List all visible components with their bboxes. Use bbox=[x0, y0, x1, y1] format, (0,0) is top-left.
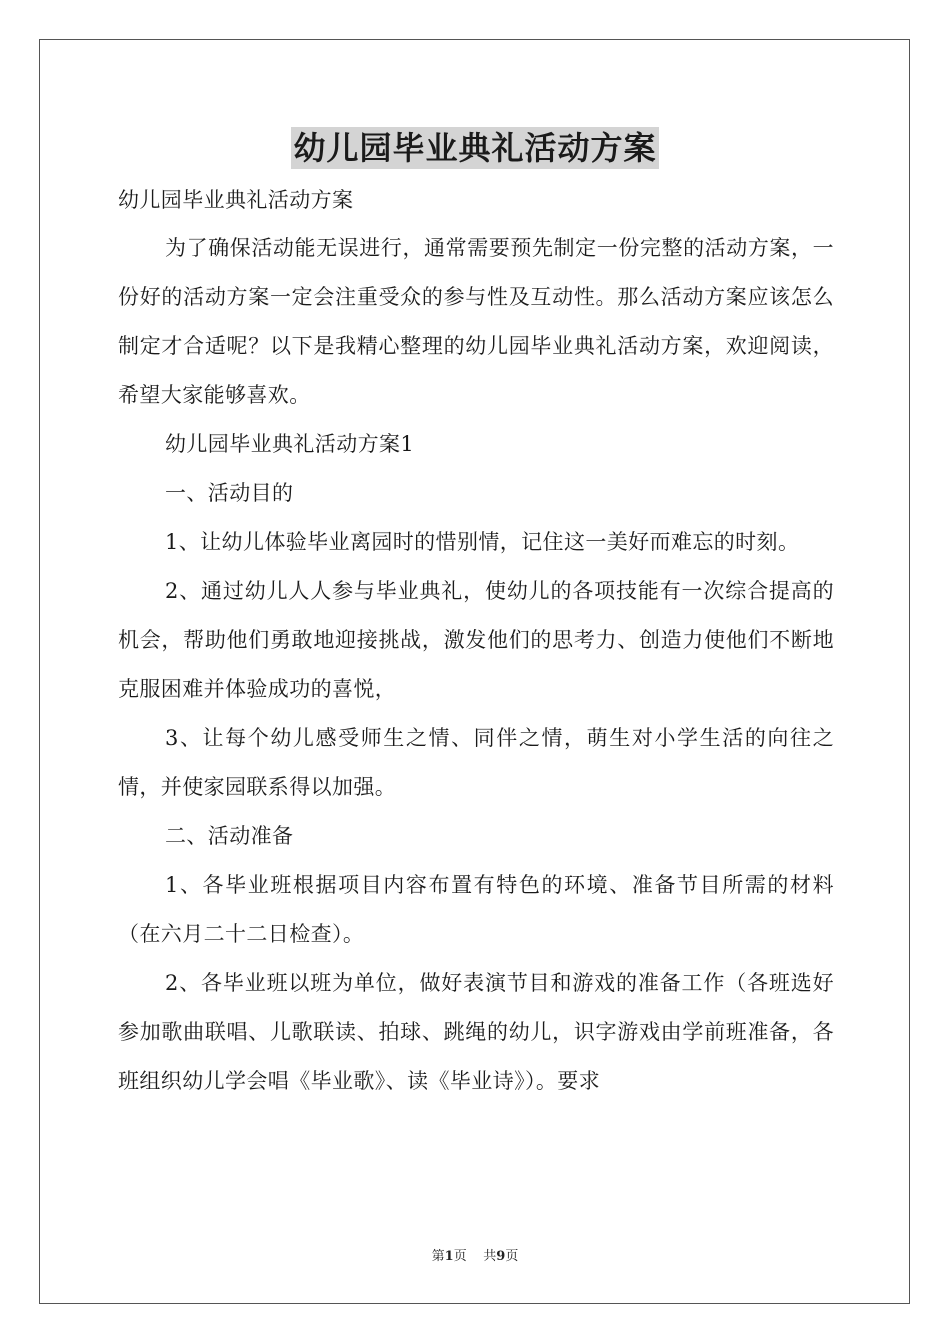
document-title: 幼儿园毕业典礼活动方案 bbox=[293, 129, 657, 167]
page-total: 9 bbox=[496, 1249, 506, 1264]
total-label-unit: 页 bbox=[505, 1249, 519, 1264]
page-label-prefix: 第 bbox=[431, 1249, 445, 1264]
section-heading: 二、活动准备 bbox=[165, 824, 294, 848]
body-paragraph: 2、通过幼儿人人参与毕业典礼，使幼儿的各项技能有一次综合提高的机会，帮助他们勇敢地迎接挑战，激发他们的思考力、创造力使他们不断地克服困难并体验成功的喜悦， bbox=[118, 579, 834, 701]
document-body bbox=[118, 178, 834, 1106]
total-label-prefix: 共 bbox=[483, 1249, 497, 1264]
document-subtitle: 幼儿园毕业典礼活动方案 bbox=[118, 188, 354, 212]
page-current: 1 bbox=[444, 1249, 454, 1264]
section-heading: 一、活动目的 bbox=[165, 481, 294, 505]
body-paragraph: 1、各毕业班根据项目内容布置有特色的环境、准备节目所需的材料（在六月二十二日检查）。 bbox=[118, 873, 834, 946]
page-footer bbox=[0, 1248, 950, 1266]
title-area bbox=[0, 127, 950, 169]
body-paragraph: 2、各毕业班以班为单位，做好表演节目和游戏的准备工作（各班选好参加歌曲联唱、儿歌联读、拍球、跳绳的幼儿，识字游戏由学前班准备，各班组织幼儿学会唱《毕业歌》、读《毕业诗》）。要求 bbox=[118, 971, 834, 1093]
body-paragraph: 3、让每个幼儿感受师生之情、同伴之情，萌生对小学生活的向往之情，并使家园联系得以加强。 bbox=[118, 726, 834, 799]
page-label-unit: 页 bbox=[453, 1249, 467, 1264]
intro-paragraph: 为了确保活动能无误进行，通常需要预先制定一份完整的活动方案，一份好的活动方案一定会注重受众的参与性及互动性。那么活动方案应该怎么制定才合适呢？以下是我精心整理的幼儿园毕业典礼活动方案，欢迎阅读，希望大家能够喜欢。 bbox=[118, 236, 834, 407]
section-heading: 幼儿园毕业典礼活动方案1 bbox=[165, 432, 415, 456]
body-paragraph: 1、让幼儿体验毕业离园时的惜别情，记住这一美好而难忘的时刻。 bbox=[165, 530, 800, 554]
